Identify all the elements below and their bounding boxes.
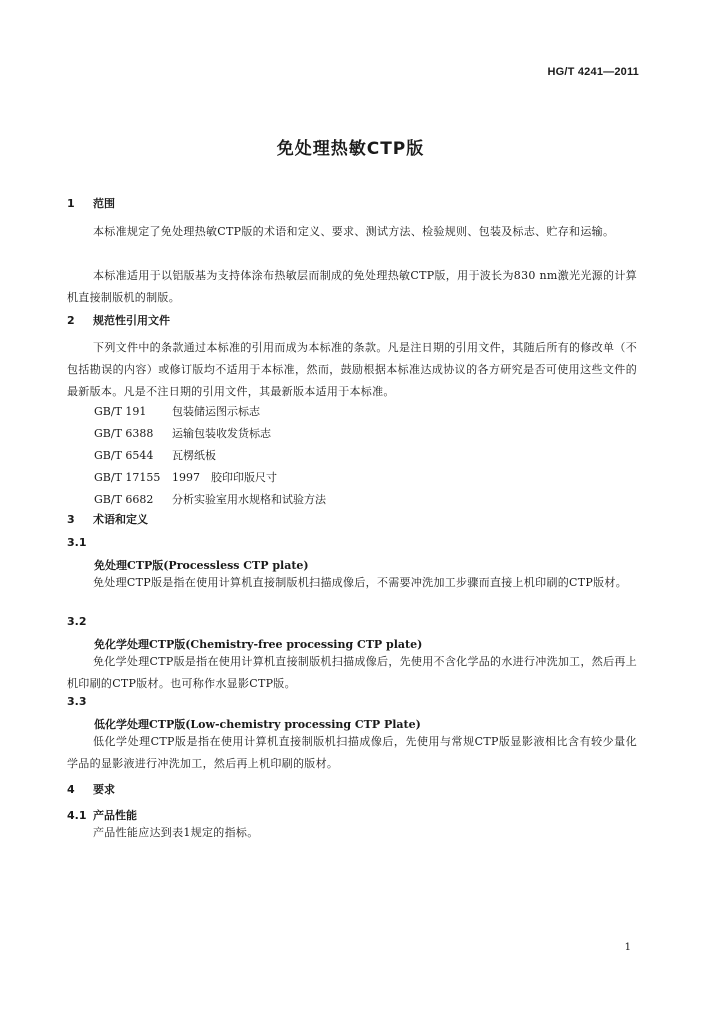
section-title: 要求	[93, 783, 115, 796]
term-number: 3.1	[67, 536, 87, 549]
normative-reference	[94, 447, 216, 463]
section-number: 4	[67, 783, 75, 796]
term-title: 免处理CTP版(Processless CTP plate)	[94, 559, 309, 572]
subsection-number: 4.1	[67, 809, 87, 822]
document-title: 免处理热敏CTP版	[276, 139, 425, 159]
section-number: 2	[67, 314, 75, 327]
section-number: 3	[67, 513, 75, 526]
section-3-heading	[67, 511, 148, 527]
subsection-4-1-paragraph: 产品性能应达到表1规定的指标。	[93, 826, 259, 839]
term-number: 3.3	[67, 695, 87, 708]
term-definition: 免处理CTP版是指在使用计算机直接制版机扫描成像后，不需要冲洗加工步骤而直接上机印刷的CTP版材。	[93, 576, 628, 589]
normative-reference	[94, 469, 277, 485]
term-definition: 免化学处理CTP版是指在使用计算机直接制版机扫描成像后，先使用不含化学品的水进行冲洗加工，然后再上机印刷的CTP版材。也可称作水显影CTP版。	[67, 655, 637, 690]
reference-title: 1997 胶印印版尺寸	[172, 471, 277, 484]
standard-code: HG/T 4241—2011	[547, 66, 639, 78]
term-title: 免化学处理CTP版(Chemistry-free processing CTP plate)	[94, 638, 423, 651]
section-1-heading	[67, 195, 115, 211]
reference-code: GB/T 6682	[94, 493, 154, 506]
reference-title: 运输包装收发货标志	[172, 427, 271, 440]
section-1-paragraph-2: 本标准适用于以铝版基为支持体涂布热敏层而制成的免处理热敏CTP版，用于波长为830 nm激光光源的计算机直接制版机的制版。	[67, 269, 637, 304]
normative-reference	[94, 425, 271, 441]
subsection-title: 产品性能	[93, 809, 137, 822]
section-number: 1	[67, 197, 75, 210]
term-title: 低化学处理CTP版(Low-chemistry processing CTP Plate)	[94, 718, 421, 731]
section-title: 术语和定义	[93, 513, 148, 526]
section-2-paragraph-1: 下列文件中的条款通过本标准的引用而成为本标准的条款。凡是注日期的引用文件，其随后所有的修改单（不包括勘误的内容）或修订版均不适用于本标准，然而，鼓励根据本标准达成协议的各方研究是否可使用这些文件的最新版本。凡是不注日期的引用文件，其最新版本适用于本标准。	[67, 341, 637, 398]
reference-title: 包装储运图示标志	[172, 405, 260, 418]
reference-title: 瓦楞纸板	[172, 449, 216, 462]
reference-code: GB/T 191	[94, 405, 147, 418]
section-title: 范围	[93, 197, 115, 210]
normative-reference	[94, 491, 326, 507]
subsection-4-1-heading	[67, 807, 137, 823]
reference-code: GB/T 6388	[94, 427, 154, 440]
section-4-heading	[67, 781, 115, 797]
term-number: 3.2	[67, 615, 87, 628]
reference-code: GB/T 6544	[94, 449, 154, 462]
section-title: 规范性引用文件	[93, 314, 170, 327]
reference-code: GB/T 17155	[94, 471, 161, 484]
normative-reference	[94, 403, 260, 419]
reference-title: 分析实验室用水规格和试验方法	[172, 493, 326, 506]
term-definition: 低化学处理CTP版是指在使用计算机直接制版机扫描成像后，先使用与常规CTP版显影液相比含有较少量化学品的显影液进行冲洗加工，然后再上机印刷的版材。	[67, 735, 637, 770]
section-1-paragraph-1: 本标准规定了免处理热敏CTP版的术语和定义、要求、测试方法、检验规则、包装及标志、贮存和运输。	[93, 225, 615, 238]
page-number: 1	[624, 942, 631, 953]
section-2-heading	[67, 312, 170, 328]
